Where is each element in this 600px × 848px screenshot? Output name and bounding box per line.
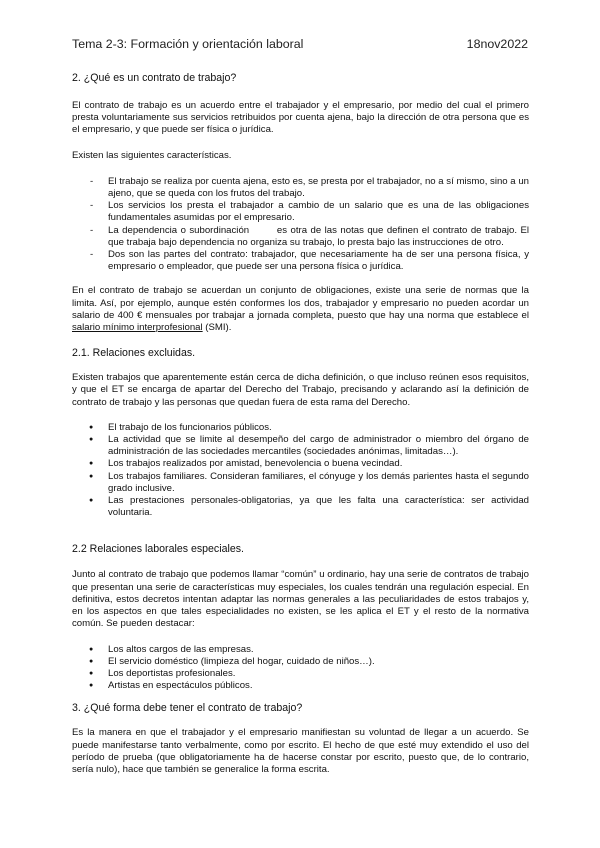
list-item: - Los servicios los presta el trabajador a cambio de un salario que es una de las obligaciones fundamentales asumidas por el empresario. [72, 200, 529, 224]
list-item: ● Los trabajos familiares. Consideran familiares, el cónyuge y los demás parientes hasta el segundo grado inclusive. [72, 471, 529, 495]
list-item: - Dos son las partes del contrato: trabajador, que necesariamente ha de ser una persona física, y empresario o empleador, que puede ser una persona física o jurídica. [72, 249, 529, 273]
section-2-1-heading: 2.1. Relaciones excluidas. [72, 347, 196, 360]
list-item: ● Artistas en espectáculos públicos. [72, 680, 529, 692]
excluded-relations-list [72, 422, 529, 520]
list-item: ● Los deportistas profesionales. [72, 668, 529, 680]
list-item: ● El servicio doméstico (limpieza del hogar, cuidado de niños…). [72, 656, 529, 668]
document-body [72, 72, 532, 776]
section-3-paragraph: Es la manera en que el trabajador y el empresario manifiestan su voluntad de llegar a un acuerdo. Se puede manifestarse tanto verbalmente, como por escrito. El hecho de que esté muy extendido el uso del período de prueba (que obligatoriamente ha de hacerse constar por escrito, puesto que, de lo contrario, sería nulo), hace que también se generalice la forma escrita. [72, 727, 529, 775]
section-2-1-paragraph: Existen trabajos que aparentemente están cerca de dicha definición, o que incluso reúnen esos requisitos, y que el ET se encarga de apartar del Derecho del Trabajo, precisando y aclarando así la definición de contrato de trabajo y las personas que quedan fuera de esta rama del Derecho. [72, 372, 529, 408]
header-title: Tema 2-3: Formación y orientación laboral [72, 37, 304, 51]
list-item: ● Las prestaciones personales-obligatorias, ya que les falta una característica: ser actividad voluntaria. [72, 495, 529, 519]
section-2-2-heading: 2.2 Relaciones laborales especiales. [72, 543, 244, 556]
section-3-heading: 3. ¿Qué forma debe tener el contrato de trabajo? [72, 702, 303, 715]
section-2-paragraph-3 [72, 285, 529, 334]
header-date: 18nov2022 [466, 37, 528, 51]
section-2-paragraph-1: El contrato de trabajo es un acuerdo entre el trabajador y el empresario, por medio del cual el primero presta voluntariamente sus servicios retribuidos por cuenta ajena, bajo la dirección de otra persona que es el empresario, y que puede ser física o jurídica. [72, 100, 529, 136]
list-item: - El trabajo se realiza por cuenta ajena, esto es, se presta por el trabajador, no a sí mismo, sino a un ajeno, que se queda con los frutos del trabajo. [72, 176, 529, 200]
paragraph-text-end: (SMI). [202, 322, 232, 334]
section-2-heading: 2. ¿Qué es un contrato de trabajo? [72, 72, 237, 84]
list-item: ● Los altos cargos de las empresas. [72, 644, 529, 656]
list-item: ● La actividad que se limite al desempeño del cargo de administrador o miembro del órgano de administración de las sociedades mercantiles (sociedades anónimas, limitadas…). [72, 434, 529, 458]
characteristics-list [72, 175, 532, 274]
list-item: ● Los trabajos realizados por amistad, benevolencia o buena vecindad. [72, 458, 529, 470]
page-header [72, 37, 528, 53]
smi-link[interactable]: salario mínimo interprofesional [72, 322, 203, 334]
section-2-paragraph-2: Existen las siguientes características. [72, 149, 232, 161]
special-relations-list [72, 644, 529, 693]
list-item: ● El trabajo de los funcionarios públicos. [72, 422, 529, 434]
section-2-2-paragraph: Junto al contrato de trabajo que podemos llamar “común” u ordinario, hay una serie de contratos de trabajo que presentan una serie de características muy especiales, los cuales tendrán una regulación especial. En definitiva, estos decretos intentan adaptar las normas generales a las peculiaridades de estos trabajos y, en los aspectos en que tales especialidades no existen, se les aplica el ET y el resto de la normativa común. Se pueden destacar: [72, 569, 529, 630]
paragraph-text: En el contrato de trabajo se acuerdan un conjunto de obligaciones, existe una serie de normas que la limita. Así, por ejemplo, aunque estén conformes los dos, trabajador y empresario no pueden acordar un salario de 400 € mensuales por trabajar a jornada completa, puesto que hay una norma que establece el [72, 285, 529, 321]
list-item: - La dependencia o subordinación es otra de las notas que definen el contrato de trabajo. El que trabaja bajo dependencia no organiza su trabajo, lo presta bajo las instrucciones de otro. [72, 225, 529, 249]
